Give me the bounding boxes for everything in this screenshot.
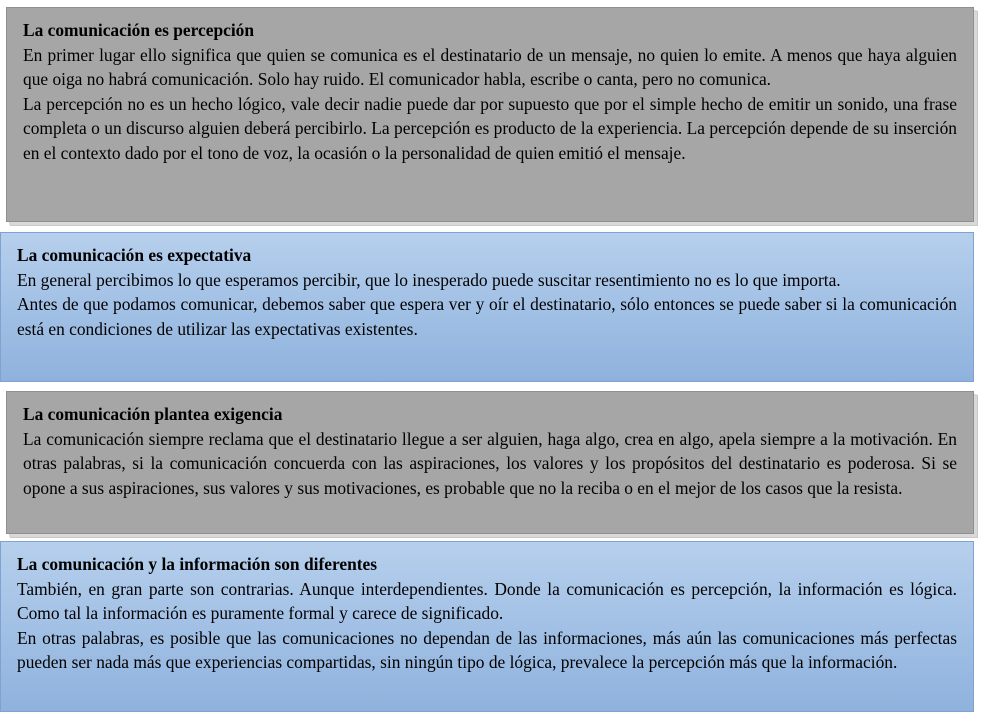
section-box-expectation bbox=[0, 232, 974, 382]
section-box-demand bbox=[6, 391, 974, 534]
section-paragraph: También, en gran parte son contrarias. Aunque interdependientes. Donde la comunicación es percepción, la información es lógica. Como tal la información es puramente formal y carece de significado. bbox=[17, 578, 957, 624]
section-title: La comunicación es percepción bbox=[23, 20, 255, 40]
section-paragraph: La comunicación siempre reclama que el destinatario llegue a ser alguien, haga algo, crea en algo, apela siempre a la motivación. En otras palabras, si la comunicación concuerda con las aspiraciones, los valores y los propósitos del destinatario es poderosa. Si se opone a sus aspiraciones, sus valores y sus motivaciones, es probable que no la reciba o en el mejor de los casos que la resista. bbox=[23, 428, 957, 498]
section-box-perception bbox=[6, 7, 974, 222]
section-box-information bbox=[0, 541, 974, 712]
section-title: La comunicación plantea exigencia bbox=[23, 404, 283, 424]
section-title: La comunicación es expectativa bbox=[17, 245, 252, 265]
section-paragraph: En primer lugar ello significa que quien se comunica es el destinatario de un mensaje, no quien lo emite. A menos que haya alguien que oiga no habrá comunicación. Solo hay ruido. El comunicador habla, escribe o canta, pero no comunica. bbox=[23, 44, 957, 90]
section-title: La comunicación y la información son diferentes bbox=[17, 554, 378, 574]
section-paragraph: En general percibimos lo que esperamos percibir, que lo inesperado puede suscitar resentimiento no es lo que importa. bbox=[17, 269, 841, 290]
section-paragraph: Antes de que podamos comunicar, debemos saber que espera ver y oír el destinatario, sólo entonces se puede saber si la comunicación está en condiciones de utilizar las expectativas existentes. bbox=[17, 294, 957, 339]
section-paragraph: En otras palabras, es posible que las comunicaciones no dependan de las informaciones, más aún las comunicaciones más perfectas pueden ser nada más que experiencias compartidas, sin ningún tipo de lógica, prevalece la percepción más que la información. bbox=[17, 627, 957, 673]
section-paragraph: La percepción no es un hecho lógico, vale decir nadie puede dar por supuesto que por el simple hecho de emitir un sonido, una frase completa o un discurso alguien deberá percibirlo. La percepción es producto de la experiencia. La percepción depende de su inserción en el contexto dado por el tono de voz, la ocasión o la personalidad de quien emitió el mensaje. bbox=[23, 93, 957, 163]
